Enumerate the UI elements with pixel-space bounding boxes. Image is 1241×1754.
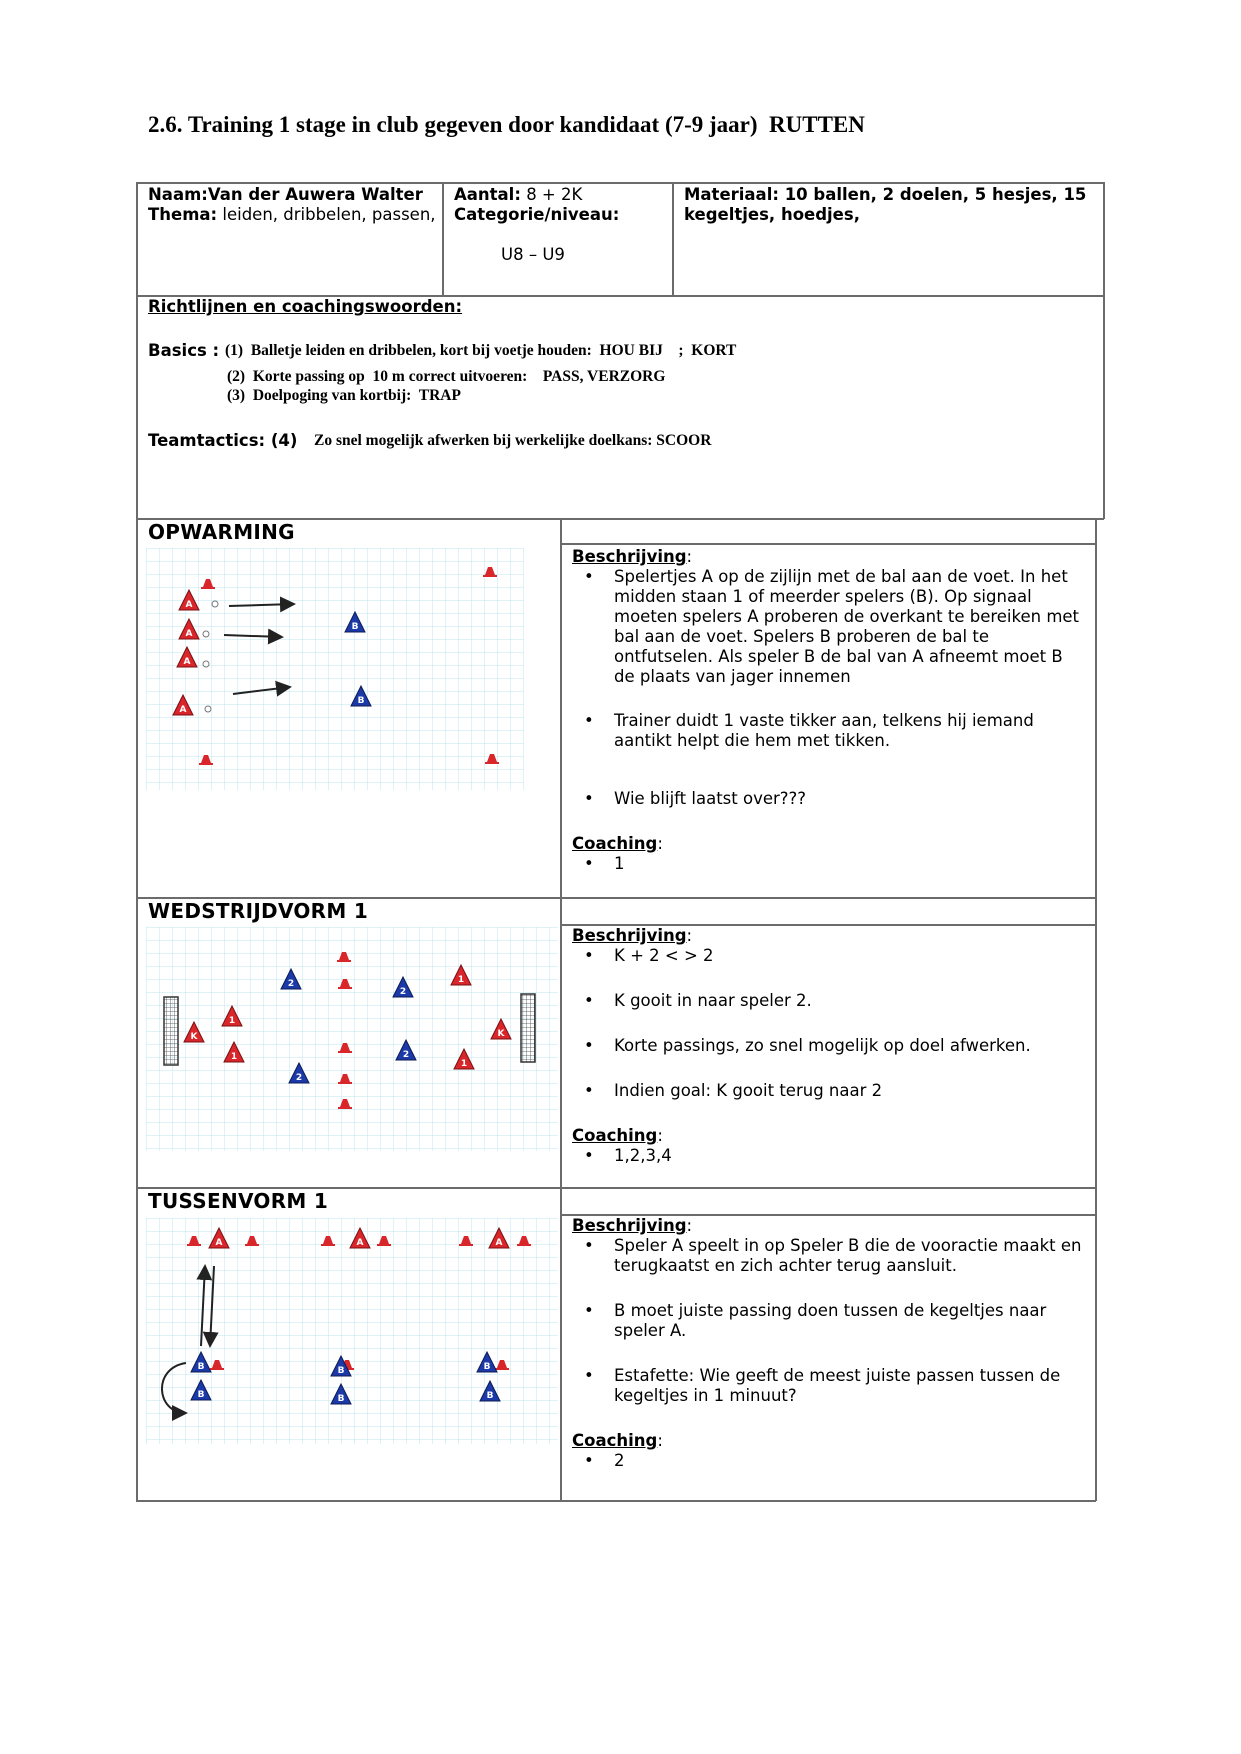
beschrijving-label: Beschrijving bbox=[572, 547, 687, 566]
aantal-label: Aantal: bbox=[454, 185, 521, 204]
svg-text:1: 1 bbox=[457, 975, 465, 985]
naam-label: Naam: bbox=[148, 185, 208, 204]
list-item: • Korte passings, zo snel mogelijk op doel afwerken. bbox=[584, 1036, 1031, 1055]
aantal-cell bbox=[454, 185, 668, 265]
coaching-label: Coaching bbox=[572, 1126, 658, 1145]
beschrijving-label: Beschrijving bbox=[572, 1216, 687, 1235]
tussenvorm-diagram bbox=[146, 1218, 558, 1444]
thema-label: Thema: bbox=[148, 205, 218, 224]
svg-text:A: A bbox=[185, 600, 193, 610]
svg-text:A: A bbox=[179, 705, 187, 715]
thema-value: leiden, dribbelen, passen, bbox=[222, 205, 436, 224]
naam-thema-cell bbox=[148, 185, 438, 225]
description-wedstrijdvorm: Beschrijving: • K + 2 < > 2 • K gooit in naar speler 2. • Korte passings, zo snel mogelijk op doel afwerken. • Indien goal: K gooit terug naar 2 Coaching: • 1,2,3,4 bbox=[572, 926, 1087, 1166]
table-border bbox=[1095, 518, 1097, 1501]
basics-label: Basics : bbox=[148, 341, 220, 360]
svg-text:B: B bbox=[197, 1362, 205, 1372]
materiaal-label: Materiaal: bbox=[684, 185, 779, 204]
categorie-label: Categorie/niveau: bbox=[454, 205, 620, 224]
svg-text:2: 2 bbox=[295, 1073, 303, 1083]
table-border bbox=[560, 543, 1096, 545]
aantal-value: 8 + 2K bbox=[526, 185, 583, 204]
list-item: • Indien goal: K gooit terug naar 2 bbox=[584, 1081, 883, 1100]
basics-item-3: (3) Doelpoging van kortbij: TRAP bbox=[227, 387, 461, 404]
ball-icon bbox=[212, 601, 218, 607]
naam-value: Van der Auwera Walter bbox=[207, 185, 423, 204]
list-item: • K gooit in naar speler 2. bbox=[584, 991, 812, 1010]
list-item: • K + 2 < > 2 bbox=[584, 946, 714, 965]
goal-icon bbox=[521, 994, 535, 1062]
list-item: • B moet juiste passing doen tussen de kegeltjes naar speler A. bbox=[584, 1301, 1047, 1340]
ball-icon bbox=[205, 706, 211, 712]
svg-text:B: B bbox=[337, 1366, 345, 1376]
description-opwarming: Beschrijving: • Spelertjes A op de zijlijn met de bal aan de voet. In het midden staan 1 of meerder spelers (B). Op signaal moeten spelers A proberen de overkant te bereiken met bal aan de voet. Spelers B proberen de bal te ontfutselen. Als speler B de bal van A afneemt moet B de plaats van jager innemen • Trainer duidt 1 vaste tikker aan, telkens hij iemand aantikt helpt die hem met tikken. • Wie blijft laatst over??? Coaching: • 1 bbox=[572, 547, 1087, 874]
ball-icon bbox=[203, 631, 209, 637]
svg-text:1: 1 bbox=[228, 1016, 236, 1026]
svg-text:B: B bbox=[337, 1394, 345, 1404]
opwarming-diagram bbox=[146, 548, 524, 790]
teamtactics-text: Zo snel mogelijk afwerken bij werkelijke doelkans: SCOOR bbox=[314, 432, 712, 449]
coaching-label: Coaching bbox=[572, 834, 658, 853]
svg-text:A: A bbox=[356, 1238, 364, 1248]
svg-text:A: A bbox=[185, 629, 193, 639]
section-heading-opwarming: OPWARMING bbox=[148, 520, 295, 544]
svg-text:1: 1 bbox=[460, 1059, 468, 1069]
materiaal-cell bbox=[684, 185, 1094, 225]
svg-text:2: 2 bbox=[402, 1050, 410, 1060]
list-item: • Wie blijft laatst over??? bbox=[584, 789, 807, 808]
svg-text:B: B bbox=[357, 696, 365, 706]
table-border bbox=[136, 1500, 1096, 1502]
svg-text:B: B bbox=[197, 1390, 205, 1400]
svg-text:B: B bbox=[351, 622, 359, 632]
svg-text:B: B bbox=[483, 1362, 491, 1372]
coaching-label: Coaching bbox=[572, 1431, 658, 1450]
description-tussenvorm: Beschrijving: • Speler A speelt in op Speler B die de vooractie maakt en terugkaatst en zich achter terug aansluit. • B moet juiste passing doen tussen de kegeltjes naar speler A. • Estafette: Wie geeft de meest juiste passen tussen de kegeltjes in 1 minuut? Coaching: • 2 bbox=[572, 1216, 1087, 1471]
categorie-value: U8 – U9 bbox=[501, 245, 565, 264]
svg-text:A: A bbox=[183, 657, 191, 667]
list-item: • 2 bbox=[584, 1451, 625, 1470]
svg-text:K: K bbox=[190, 1032, 198, 1042]
page-title: 2.6. Training 1 stage in club gegeven door kandidaat (7-9 jaar) RUTTEN bbox=[148, 112, 865, 137]
svg-text:B: B bbox=[486, 1391, 494, 1401]
list-item: • 1,2,3,4 bbox=[584, 1146, 672, 1165]
table-border bbox=[672, 182, 674, 296]
svg-text:K: K bbox=[497, 1029, 505, 1039]
basics-item-1: (1) Balletje leiden en dribbelen, kort bij voetje houden: HOU BIJ ; KORT bbox=[225, 342, 737, 359]
svg-text:2: 2 bbox=[287, 979, 295, 989]
beschrijving-label: Beschrijving bbox=[572, 926, 687, 945]
basics-item-2: (2) Korte passing op 10 m correct uitvoeren: PASS, VERZORG bbox=[227, 368, 666, 385]
ball-icon bbox=[203, 661, 209, 667]
list-item: • Spelertjes A op de zijlijn met de bal aan de voet. In het midden staan 1 of meerder spelers (B). Op signaal moeten spelers A proberen de overkant te bereiken met bal aan de voet. Spelers B proberen de bal te ontfutselen. Als speler B de bal van A afneemt moet B de plaats van jager innemen bbox=[584, 567, 1080, 686]
svg-text:1: 1 bbox=[230, 1052, 238, 1062]
list-item: • Speler A speelt in op Speler B die de vooractie maakt en terugkaatst en zich achter terug aansluit. bbox=[584, 1236, 1082, 1275]
table-border bbox=[560, 518, 562, 1501]
list-item: • 1 bbox=[584, 854, 625, 873]
svg-text:A: A bbox=[495, 1238, 503, 1248]
table-border bbox=[136, 182, 138, 1501]
materiaal-value: 10 ballen, 2 doelen, 5 hesjes, 15 kegeltjes, hoedjes, bbox=[684, 185, 1087, 224]
svg-text:A: A bbox=[215, 1238, 223, 1248]
richtlijnen-heading: Richtlijnen en coachingswoorden: bbox=[148, 297, 463, 316]
list-item: • Trainer duidt 1 vaste tikker aan, telkens hij iemand aantikt helpt die hem met tikken. bbox=[584, 711, 1034, 750]
goal-icon bbox=[164, 997, 178, 1065]
teamtactics-label: Teamtactics: (4) bbox=[148, 431, 298, 450]
table-border bbox=[442, 182, 444, 296]
list-item: • Estafette: Wie geeft de meest juiste passen tussen de kegeltjes in 1 minuut? bbox=[584, 1366, 1061, 1405]
svg-text:2: 2 bbox=[399, 987, 407, 997]
table-border bbox=[1103, 182, 1105, 519]
section-heading-tussenvorm: TUSSENVORM 1 bbox=[148, 1189, 329, 1213]
section-heading-wedstrijdvorm: WEDSTRIJDVORM 1 bbox=[148, 899, 369, 923]
wedstrijdvorm-diagram bbox=[146, 927, 558, 1151]
table-border bbox=[136, 182, 1104, 184]
